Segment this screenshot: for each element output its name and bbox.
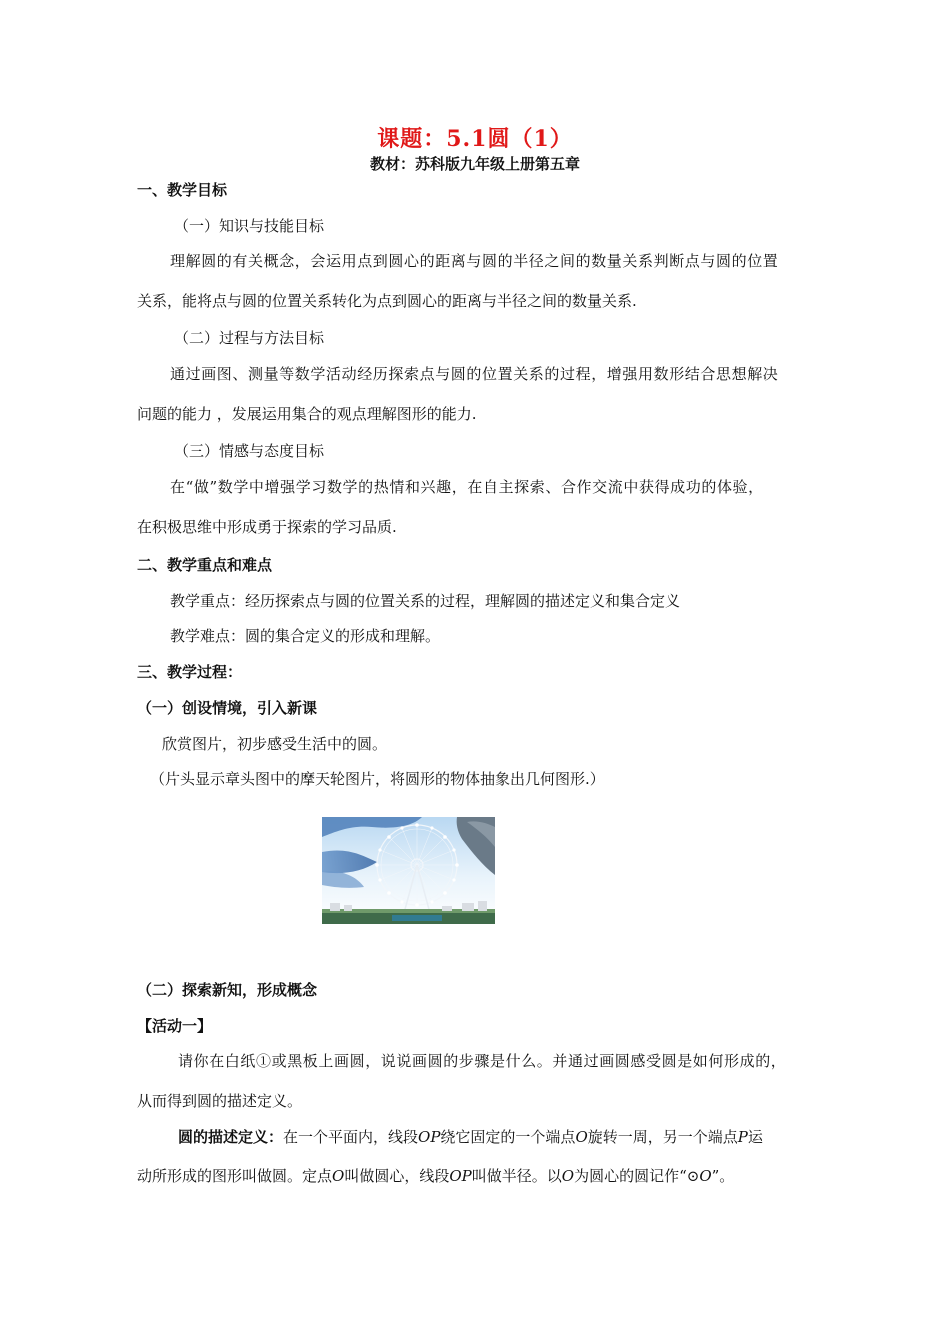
circle-definition-line1 xyxy=(178,1126,763,1147)
circle-definition-line2 xyxy=(137,1165,734,1186)
paragraph-knowledge-line2: 关系，能将点与圆的位置关系转化为点到圆心的距离与半径之间的数量关系. xyxy=(137,292,637,310)
paragraph-attitude-line1: 在“做”数学中增强学习数学的热情和兴趣，在自主探索、合作交流中获得成功的体验， xyxy=(170,478,764,496)
definition-text: 在一个平面内，线段 xyxy=(283,1128,419,1146)
part-heading-introduction: （一）创设情境，引入新课 xyxy=(137,699,318,717)
definition-text: ”。 xyxy=(711,1167,735,1185)
page-title: 课题：5.1圆（1） xyxy=(377,126,573,152)
activity-line1: 请你在白纸①或黑板上画圆，说说画圆的步骤是什么。并通过画圆感受圆是如何形成的， xyxy=(178,1052,787,1070)
ferris-wheel-image xyxy=(322,817,495,924)
activity-line2: 从而得到圆的描述定义。 xyxy=(137,1092,303,1110)
intro-note: （片头显示章头图中的摩天轮图片，将圆形的物体抽象出几何图形.） xyxy=(150,770,605,788)
section-heading-objectives: 一、教学目标 xyxy=(137,181,228,199)
part-heading-explore: （二）探索新知，形成概念 xyxy=(137,981,318,999)
segment-op: OP xyxy=(418,1128,441,1146)
segment-op: OP xyxy=(449,1167,472,1185)
subsection-knowledge: （一）知识与技能目标 xyxy=(174,217,325,235)
point-p: P xyxy=(737,1128,748,1146)
definition-text: 运 xyxy=(747,1128,763,1146)
definition-text: 叫做半径。以 xyxy=(471,1167,562,1185)
paragraph-knowledge-line1: 理解圆的有关概念，会运用点到圆心的距离与圆的半径之间的数量关系判断点与圆的位置 xyxy=(170,252,779,270)
paragraph-process-line1: 通过画图、测量等数学活动经历探索点与圆的位置关系的过程，增强用数形结合思想解决 xyxy=(170,365,779,383)
definition-text: 绕它固定的一个端点 xyxy=(440,1128,576,1146)
key-point-text: 教学重点：经历探索点与圆的位置关系的过程，理解圆的描述定义和集合定义 xyxy=(170,592,681,610)
point-o: O xyxy=(332,1167,345,1185)
intro-text: 欣赏图片，初步感受生活中的圆。 xyxy=(162,735,388,753)
point-o: O xyxy=(575,1128,588,1146)
section-heading-key-points: 二、教学重点和难点 xyxy=(137,556,273,574)
point-o: O xyxy=(699,1167,712,1185)
paragraph-process-line2: 问题的能力 ，发展运用集合的观点理解图形的能力. xyxy=(137,405,477,423)
definition-text: 动所形成的图形叫做圆。定点 xyxy=(137,1167,333,1185)
definition-text: 旋转一周，另一个端点 xyxy=(587,1128,738,1146)
textbook-subtitle: 教材：苏科版九年级上册第五章 xyxy=(369,155,580,173)
difficulty-text: 教学难点：圆的集合定义的形成和理解。 xyxy=(170,627,441,645)
paragraph-attitude-line2: 在积极思维中形成勇于探索的学习品质. xyxy=(137,518,397,536)
point-o: O xyxy=(561,1167,575,1185)
activity-heading: 【活动一】 xyxy=(137,1017,213,1035)
definition-text: 为圆心的圆记作“⊙ xyxy=(574,1167,700,1185)
subsection-attitude: （三）情感与态度目标 xyxy=(174,442,325,460)
subsection-process: （二）过程与方法目标 xyxy=(174,329,325,347)
definition-label: 圆的描述定义： xyxy=(178,1128,284,1146)
definition-text: 叫做圆心，线段 xyxy=(344,1167,450,1185)
section-heading-process: 三、教学过程： xyxy=(137,663,243,681)
